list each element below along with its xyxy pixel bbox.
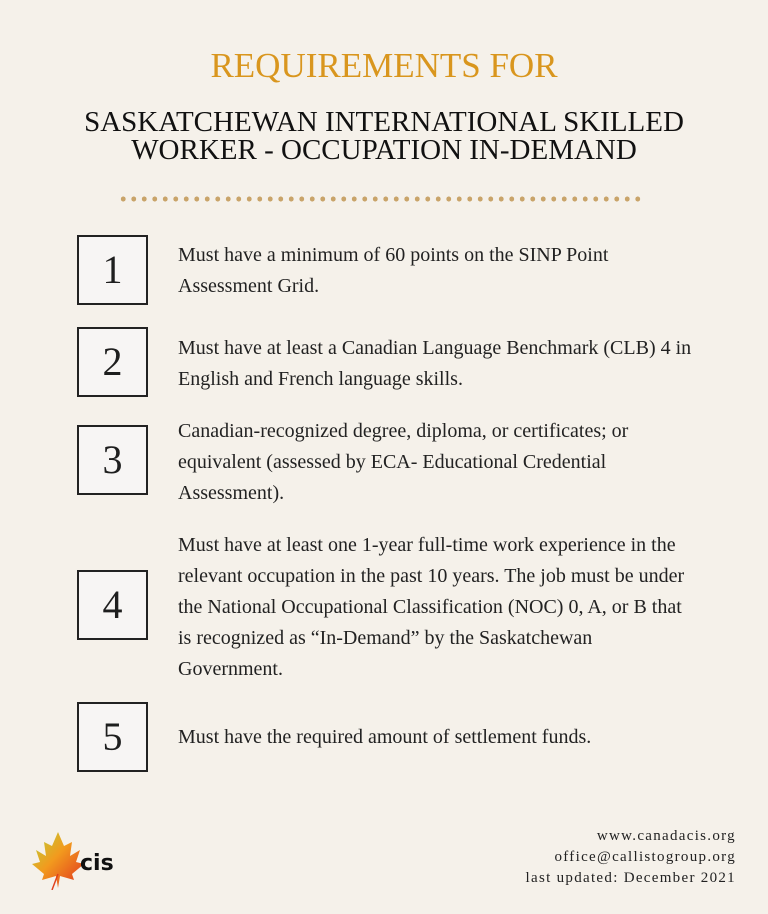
number-box-3: 3 (77, 425, 148, 495)
footer (526, 826, 736, 889)
number-box-5: 5 (77, 702, 148, 772)
number-box-1: 1 (77, 235, 148, 305)
number-box-2: 2 (77, 327, 148, 397)
last-updated: last updated: December 2021 (525, 870, 736, 886)
email: office@callistogroup.org (554, 849, 736, 865)
subtitle-line-2: WORKER - OCCUPATION IN-DEMAND (131, 134, 637, 166)
requirement-text-2: Must have at least a Canadian Language Benchmark (CLB) 4 in English and French language skills. (178, 337, 692, 390)
maple-leaf-icon (28, 830, 118, 890)
requirement-text-4: Must have at least one 1-year full-time work experience in the relevant occupation in the past 10 years. The job must be under the National Occupational Classification (NOC) 0, A, or B that is recognized as “In-Demand” by the Saskatchewan Government. (178, 534, 685, 680)
website: www.canadacis.org (596, 828, 736, 844)
svg-text:cis: cis (80, 851, 114, 876)
subtitle (0, 108, 768, 164)
requirement-text-3: Canadian-recognized degree, diploma, or certificates; or equivalent (assessed by ECA- Educational Credential Assessment). (178, 420, 629, 504)
title: REQUIREMENTS FOR (210, 46, 558, 85)
subtitle-line-1: SASKATCHEWAN INTERNATIONAL SKILLED (84, 106, 684, 138)
requirement-text-1: Must have a minimum of 60 points on the SINP Point Assessment Grid. (178, 244, 609, 297)
cis-logo (28, 830, 118, 895)
requirement-text-5: Must have the required amount of settlement funds. (178, 726, 592, 748)
number-box-4: 4 (77, 570, 148, 640)
dotted-divider (118, 195, 642, 203)
